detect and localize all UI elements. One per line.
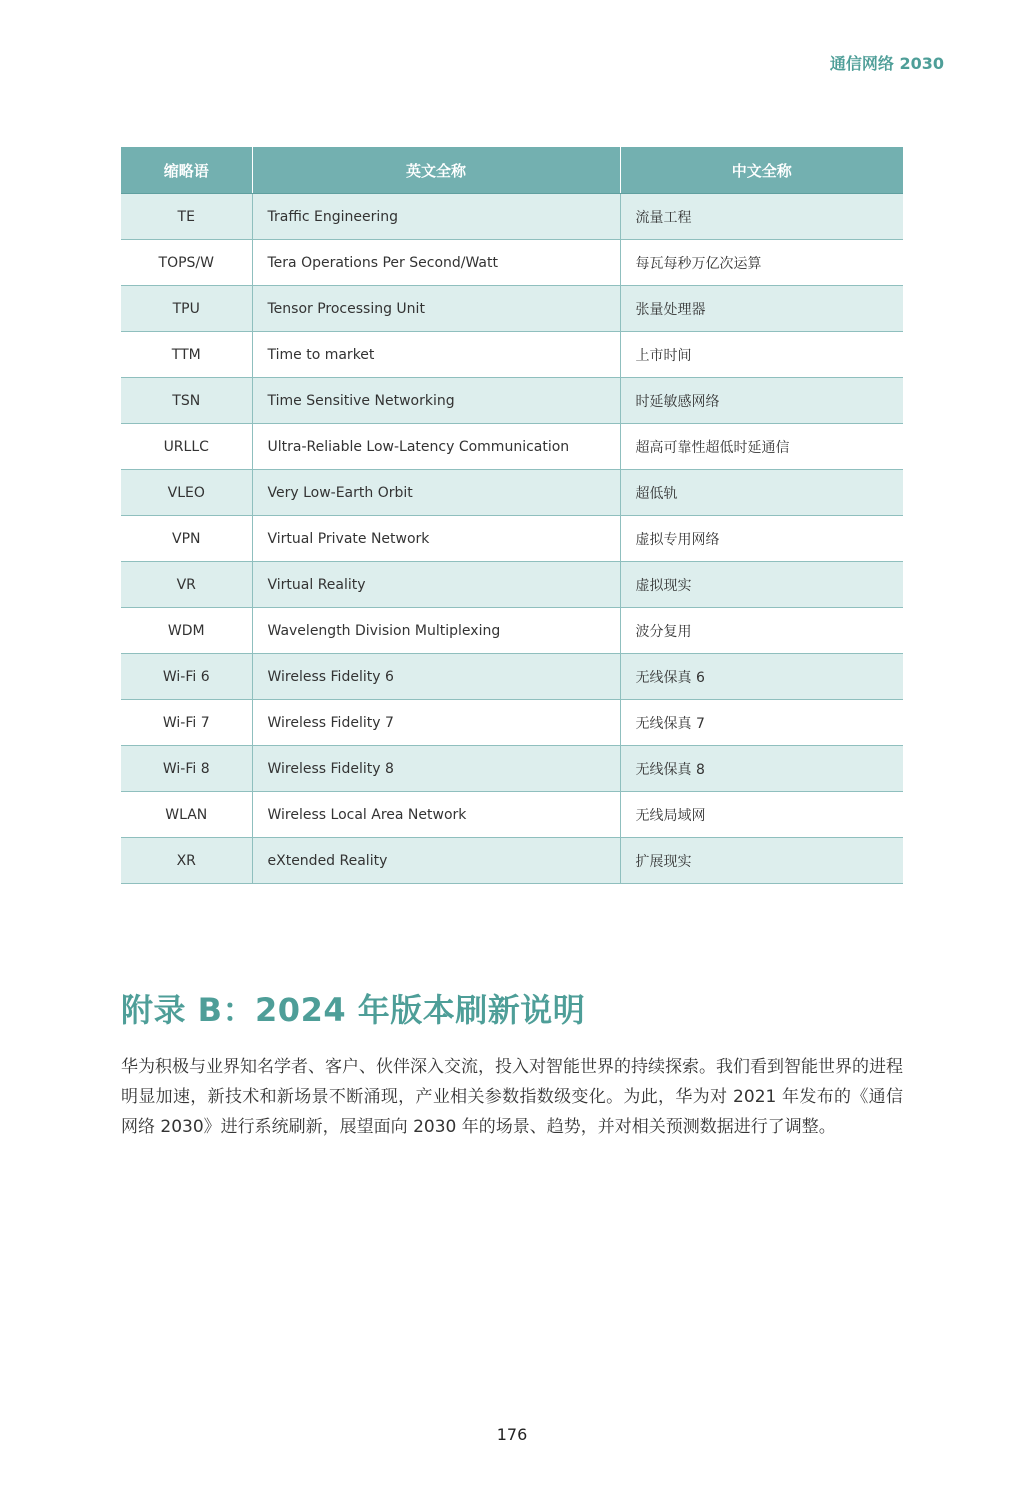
cell-abbr: VPN [121, 516, 252, 562]
cell-english: Wireless Fidelity 6 [252, 654, 620, 700]
cell-abbr: TE [121, 194, 252, 240]
cell-abbr: Wi-Fi 8 [121, 746, 252, 792]
cell-abbr: TPU [121, 286, 252, 332]
table-row [121, 378, 903, 424]
cell-abbr: URLLC [121, 424, 252, 470]
table-row [121, 562, 903, 608]
table-body [121, 194, 903, 884]
section-body-text: 华为积极与业界知名学者、客户、伙伴深入交流，投入对智能世界的持续探索。我们看到智能世界的进程明显加速，新技术和新场景不断涌现，产业相关参数指数级变化。为此，华为对 2021 年发布的《通信网络 2030》进行系统刷新，展望面向 2030 年的场景、趋势，并对相关预测数据进行了调整。 [121, 1057, 903, 1137]
table-row [121, 424, 903, 470]
cell-abbr: Wi-Fi 6 [121, 654, 252, 700]
running-header-title: 通信网络 2030 [829, 54, 944, 73]
cell-abbr: VR [121, 562, 252, 608]
column-header-abbr: 缩略语 [121, 147, 252, 194]
cell-abbr: WLAN [121, 792, 252, 838]
cell-chinese: 上市时间 [620, 332, 903, 378]
cell-english: Traffic Engineering [252, 194, 620, 240]
table-row [121, 286, 903, 332]
cell-abbr: TTM [121, 332, 252, 378]
table-header-row [121, 147, 903, 194]
cell-abbr: WDM [121, 608, 252, 654]
cell-english: Wireless Fidelity 7 [252, 700, 620, 746]
cell-chinese: 流量工程 [620, 194, 903, 240]
cell-abbr: VLEO [121, 470, 252, 516]
cell-abbr: XR [121, 838, 252, 884]
cell-chinese: 无线保真 7 [620, 700, 903, 746]
cell-english: Wavelength Division Multiplexing [252, 608, 620, 654]
abbreviation-table [121, 147, 903, 884]
cell-english: Virtual Reality [252, 562, 620, 608]
column-header-chinese: 中文全称 [620, 147, 903, 194]
cell-english: eXtended Reality [252, 838, 620, 884]
cell-chinese: 波分复用 [620, 608, 903, 654]
cell-english: Time Sensitive Networking [252, 378, 620, 424]
table-row [121, 746, 903, 792]
cell-chinese: 时延敏感网络 [620, 378, 903, 424]
cell-chinese: 超高可靠性超低时延通信 [620, 424, 903, 470]
cell-english: Time to market [252, 332, 620, 378]
table-row [121, 194, 903, 240]
cell-english: Tera Operations Per Second/Watt [252, 240, 620, 286]
cell-chinese: 无线保真 8 [620, 746, 903, 792]
section-title: 附录 B：2024 年版本刷新说明 [121, 991, 586, 1029]
cell-abbr: TSN [121, 378, 252, 424]
cell-english: Wireless Fidelity 8 [252, 746, 620, 792]
table-row [121, 516, 903, 562]
cell-abbr: TOPS/W [121, 240, 252, 286]
table-row [121, 792, 903, 838]
cell-chinese: 超低轨 [620, 470, 903, 516]
table-row [121, 700, 903, 746]
cell-english: Wireless Local Area Network [252, 792, 620, 838]
column-header-english: 英文全称 [252, 147, 620, 194]
cell-chinese: 无线局域网 [620, 792, 903, 838]
cell-chinese: 无线保真 6 [620, 654, 903, 700]
cell-chinese: 张量处理器 [620, 286, 903, 332]
cell-abbr: Wi-Fi 7 [121, 700, 252, 746]
cell-english: Tensor Processing Unit [252, 286, 620, 332]
table-row [121, 608, 903, 654]
table-row [121, 838, 903, 884]
cell-chinese: 虚拟专用网络 [620, 516, 903, 562]
cell-english: Ultra-Reliable Low-Latency Communication [252, 424, 620, 470]
cell-chinese: 扩展现实 [620, 838, 903, 884]
table-row [121, 654, 903, 700]
cell-chinese: 虚拟现实 [620, 562, 903, 608]
table-row [121, 470, 903, 516]
cell-english: Very Low-Earth Orbit [252, 470, 620, 516]
table-row [121, 240, 903, 286]
table-row [121, 332, 903, 378]
cell-chinese: 每瓦每秒万亿次运算 [620, 240, 903, 286]
page-number: 176 [496, 1425, 528, 1444]
cell-english: Virtual Private Network [252, 516, 620, 562]
